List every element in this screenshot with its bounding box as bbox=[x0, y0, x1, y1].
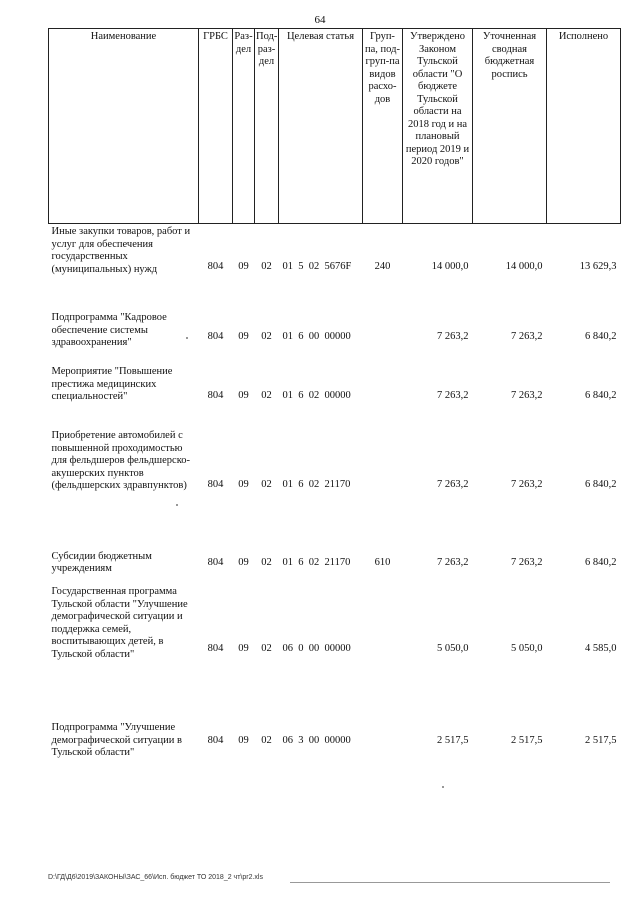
row-target: 01 6 02 21170 bbox=[282, 556, 351, 568]
row-name: Приобретение автомобилей с повышенной проходимостью для фельдшеров фельдшерско-акушерских пунктов (фельдшерских здравпунктов) bbox=[51, 430, 191, 491]
table-row bbox=[49, 542, 621, 584]
row-group: 240 bbox=[374, 260, 391, 272]
row-podrazdel: 02 bbox=[261, 478, 272, 490]
row-razdel: 09 bbox=[238, 389, 249, 401]
row-executed: 6 840,2 bbox=[585, 330, 617, 342]
row-refined: 7 263,2 bbox=[511, 389, 543, 401]
row-name: Субсидии бюджетным учреждениям bbox=[51, 550, 152, 574]
row-executed: 2 517,5 bbox=[585, 734, 617, 746]
row-refined: 5 050,0 bbox=[511, 642, 543, 654]
row-podrazdel: 02 bbox=[261, 734, 272, 746]
header-group: Груп-па, под-груп-па видов расхо-дов bbox=[363, 29, 403, 224]
header-executed: Исполнено bbox=[547, 29, 621, 224]
row-target: 06 0 00 00000 bbox=[282, 642, 351, 654]
row-grbs: 804 bbox=[207, 642, 224, 654]
row-grbs: 804 bbox=[207, 389, 224, 401]
row-razdel: 09 bbox=[238, 260, 249, 272]
table-row bbox=[49, 584, 621, 714]
header-refined: Уточненная сводная бюджетная роспись bbox=[473, 29, 547, 224]
row-name: Подпрограмма "Кадровое обеспечение системы здравоохранения" bbox=[51, 312, 167, 348]
row-grbs: 804 bbox=[207, 556, 224, 568]
header-target: Целевая статья bbox=[279, 29, 363, 224]
scan-speck bbox=[442, 786, 444, 788]
row-refined: 7 263,2 bbox=[511, 330, 543, 342]
table-row bbox=[49, 224, 621, 311]
budget-table bbox=[48, 28, 621, 768]
row-executed: 4 585,0 bbox=[585, 642, 617, 654]
table-header-row bbox=[49, 29, 621, 224]
row-grbs: 804 bbox=[207, 478, 224, 490]
table-row bbox=[49, 428, 621, 542]
row-podrazdel: 02 bbox=[261, 260, 272, 272]
row-executed: 6 840,2 bbox=[585, 389, 617, 401]
header-approved: Утверждено Законом Тульской области "О бюджете Тульской области на 2018 год и на плановый период 2019 и 2020 годов" bbox=[403, 29, 473, 224]
row-group bbox=[363, 364, 403, 428]
row-grbs: 804 bbox=[207, 330, 224, 342]
row-approved: 14 000,0 bbox=[431, 260, 469, 272]
row-target: 01 6 02 21170 bbox=[282, 478, 351, 490]
row-approved: 5 050,0 bbox=[437, 642, 469, 654]
row-target: 06 3 00 00000 bbox=[282, 734, 351, 746]
row-podrazdel: 02 bbox=[261, 389, 272, 401]
row-approved: 7 263,2 bbox=[437, 556, 469, 568]
file-path-footer: D:\ГД\Д6\2019\ЗАКОНЫ\ЗАС_66\Исп. бюджет ТО 2018_2 чт\pr2.xls bbox=[48, 874, 263, 881]
row-name: Государственная программа Тульской области "Улучшение демографической ситуации и поддержка семей, воспитывающих детей, в Тульской области" bbox=[51, 586, 188, 660]
row-razdel: 09 bbox=[238, 478, 249, 490]
row-target: 01 5 02 5676F bbox=[282, 260, 352, 272]
footer-divider bbox=[290, 882, 610, 883]
header-podrazdel: Под-раз-дел bbox=[255, 29, 279, 224]
row-approved: 7 263,2 bbox=[437, 389, 469, 401]
row-group bbox=[363, 428, 403, 542]
row-razdel: 09 bbox=[238, 556, 249, 568]
row-name: Подпрограмма "Улучшение демографической ситуации в Тульской области" bbox=[51, 722, 182, 759]
row-podrazdel: 02 bbox=[261, 642, 272, 654]
scan-speck bbox=[176, 504, 178, 506]
row-razdel: 09 bbox=[238, 330, 249, 342]
row-approved: 7 263,2 bbox=[437, 478, 469, 490]
row-group bbox=[363, 584, 403, 714]
row-grbs: 804 bbox=[207, 260, 224, 272]
row-approved: 7 263,2 bbox=[437, 330, 469, 342]
page-number: 64 bbox=[314, 14, 326, 26]
row-approved: 2 517,5 bbox=[437, 734, 469, 746]
table-row bbox=[49, 364, 621, 428]
row-group bbox=[363, 714, 403, 768]
table-row bbox=[49, 310, 621, 364]
header-razdel: Раз-дел bbox=[233, 29, 255, 224]
row-group: 610 bbox=[374, 556, 391, 568]
row-razdel: 09 bbox=[238, 734, 249, 746]
row-name: Мероприятие "Повышение престижа медицинских специальностей" bbox=[51, 366, 173, 402]
row-name: Иные закупки товаров, работ и услуг для обеспечения государственных (муниципальных) нужд bbox=[51, 226, 191, 275]
row-refined: 7 263,2 bbox=[511, 478, 543, 490]
table-row bbox=[49, 714, 621, 768]
row-grbs: 804 bbox=[207, 734, 224, 746]
header-grbs: ГРБС bbox=[199, 29, 233, 224]
row-executed: 13 629,3 bbox=[579, 260, 617, 272]
row-target: 01 6 00 00000 bbox=[282, 330, 351, 342]
row-refined: 7 263,2 bbox=[511, 556, 543, 568]
row-razdel: 09 bbox=[238, 642, 249, 654]
header-name: Наименование bbox=[49, 29, 199, 224]
row-target: 01 6 02 00000 bbox=[282, 389, 351, 401]
row-refined: 2 517,5 bbox=[511, 734, 543, 746]
row-podrazdel: 02 bbox=[261, 556, 272, 568]
row-executed: 6 840,2 bbox=[585, 556, 617, 568]
row-group bbox=[363, 310, 403, 364]
row-executed: 6 840,2 bbox=[585, 478, 617, 490]
row-refined: 14 000,0 bbox=[505, 260, 543, 272]
scan-speck bbox=[186, 337, 188, 339]
row-podrazdel: 02 bbox=[261, 330, 272, 342]
